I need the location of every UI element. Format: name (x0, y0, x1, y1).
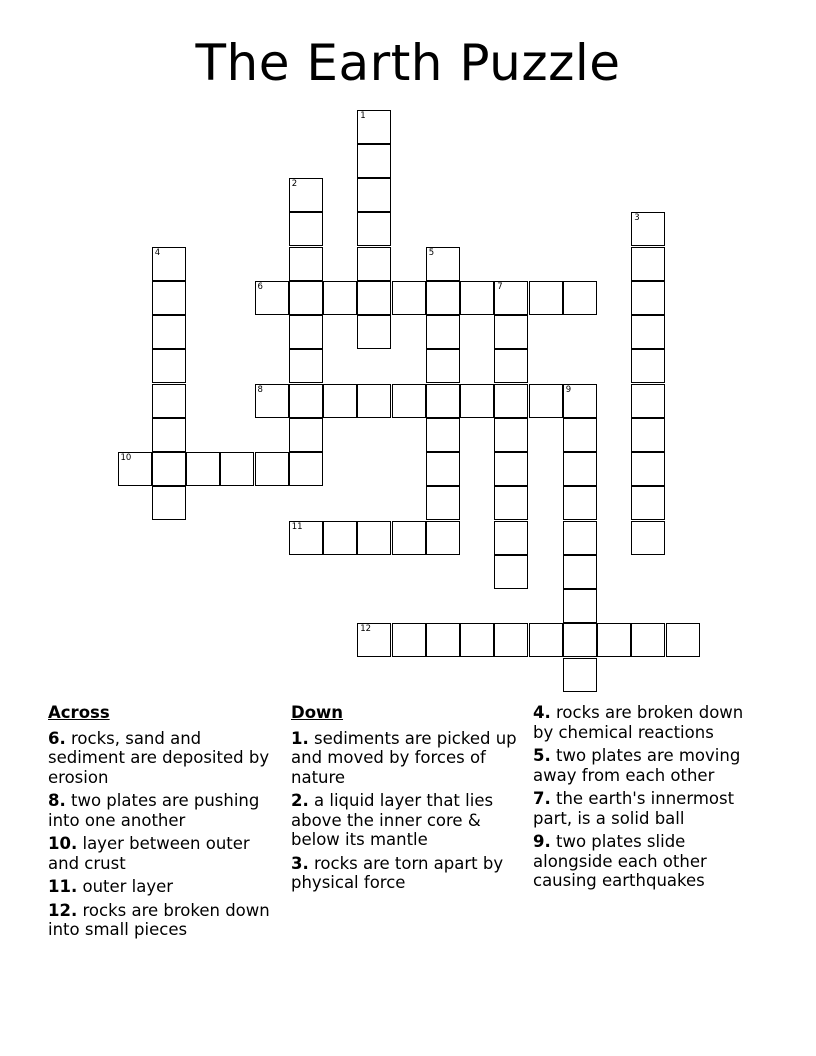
grid-cell[interactable] (357, 247, 391, 281)
grid-cell[interactable] (529, 384, 563, 418)
grid-cell[interactable] (357, 144, 391, 178)
grid-cell[interactable] (631, 521, 665, 555)
clue-down-5: 5. two plates are moving away from each other (533, 746, 741, 785)
grid-cell[interactable] (631, 247, 665, 281)
grid-cell[interactable] (494, 623, 528, 657)
clue-number: 11 (291, 521, 303, 532)
clue-across-8: 8. two plates are pushing into one another (48, 791, 260, 830)
clue-down-9: 9. two plates slide alongside each other causing earthquakes (533, 832, 707, 890)
grid-cell[interactable] (392, 384, 426, 418)
grid-cell[interactable] (494, 281, 528, 315)
grid-cell[interactable] (152, 452, 186, 486)
clue-across-12: 12. rocks are broken down into small pieces (48, 900, 270, 939)
clue-down-1: 1. sediments are picked up and moved by forces of nature (291, 728, 517, 787)
grid-cell[interactable] (426, 247, 460, 281)
grid-cell[interactable] (255, 281, 289, 315)
grid-cell[interactable] (152, 349, 186, 383)
grid-cell[interactable] (631, 349, 665, 383)
clue-number: 3 (634, 213, 640, 224)
grid-cell[interactable] (426, 486, 460, 520)
clue-across-6: 6. rocks, sand and sediment are deposited by erosion (48, 728, 270, 787)
grid-cell[interactable] (563, 452, 597, 486)
grid-cell[interactable] (357, 281, 391, 315)
grid-cell[interactable] (631, 281, 665, 315)
grid-cell[interactable] (426, 281, 460, 315)
grid-cell[interactable] (529, 281, 563, 315)
grid-cell[interactable] (118, 452, 152, 486)
grid-cell[interactable] (392, 281, 426, 315)
grid-cell[interactable] (357, 384, 391, 418)
down-clues-column (291, 703, 523, 897)
clue-number: 6 (257, 281, 263, 292)
clue-down-2: 2. a liquid layer that lies above the inner core & below its mantle (291, 791, 494, 849)
grid-cell[interactable] (289, 418, 323, 452)
grid-cell[interactable] (631, 623, 665, 657)
grid-cell[interactable] (426, 315, 460, 349)
grid-cell[interactable] (255, 384, 289, 418)
grid-cell[interactable] (631, 384, 665, 418)
grid-cell[interactable] (563, 521, 597, 555)
clue-number: 5 (428, 247, 435, 258)
grid-cell[interactable] (631, 315, 665, 349)
grid-cell[interactable] (289, 452, 323, 486)
grid-cell[interactable] (392, 623, 426, 657)
grid-cell[interactable] (152, 315, 186, 349)
grid-cell[interactable] (289, 247, 323, 281)
clue-down-7: 7. the earth's innermost part, is a solid ball (533, 789, 735, 828)
clue-number: 12 (360, 624, 372, 635)
grid-cell[interactable] (563, 281, 597, 315)
grid-cell[interactable] (289, 178, 323, 212)
grid-cell[interactable] (289, 315, 323, 349)
grid-cell[interactable] (426, 418, 460, 452)
clue-number: 1 (360, 110, 366, 121)
clue-number: 9 (565, 384, 572, 395)
grid-cell[interactable] (563, 384, 597, 418)
grid-cell[interactable] (494, 384, 528, 418)
grid-cell[interactable] (323, 281, 357, 315)
grid-cell[interactable] (631, 452, 665, 486)
grid-cell[interactable] (152, 281, 186, 315)
grid-cell[interactable] (255, 452, 289, 486)
grid-cell[interactable] (323, 521, 357, 555)
grid-cell[interactable] (494, 486, 528, 520)
grid-cell[interactable] (460, 623, 494, 657)
grid-cell[interactable] (426, 623, 460, 657)
grid-cell[interactable] (289, 349, 323, 383)
clue-number: 10 (120, 453, 132, 463)
grid-cell[interactable] (563, 418, 597, 452)
grid-cell[interactable] (220, 452, 254, 486)
grid-cell[interactable] (289, 384, 323, 418)
down-heading: Down (291, 703, 344, 722)
grid-cell[interactable] (289, 212, 323, 246)
grid-cell[interactable] (494, 452, 528, 486)
across-clues-column (48, 703, 280, 944)
clue-number: 4 (154, 247, 161, 258)
grid-cell[interactable] (494, 349, 528, 383)
grid-cell[interactable] (289, 281, 323, 315)
grid-cell[interactable] (289, 521, 323, 555)
grid-cell[interactable] (152, 247, 186, 281)
grid-cell[interactable] (357, 212, 391, 246)
grid-cell[interactable] (186, 452, 220, 486)
grid-cell[interactable] (460, 384, 494, 418)
grid-cell[interactable] (494, 418, 528, 452)
grid-cell[interactable] (426, 452, 460, 486)
grid-cell[interactable] (631, 418, 665, 452)
grid-cell[interactable] (460, 281, 494, 315)
grid-cell[interactable] (426, 349, 460, 383)
clue-down-4: 4. rocks are broken down by chemical reactions (533, 703, 744, 742)
grid-cell[interactable] (426, 384, 460, 418)
grid-cell[interactable] (494, 521, 528, 555)
grid-cell[interactable] (631, 486, 665, 520)
grid-cell[interactable] (494, 315, 528, 349)
grid-cell[interactable] (563, 486, 597, 520)
grid-cell[interactable] (597, 623, 631, 657)
across-heading: Across (48, 703, 110, 722)
grid-cell[interactable] (152, 384, 186, 418)
grid-cell[interactable] (392, 521, 426, 555)
grid-cell[interactable] (631, 212, 665, 246)
clue-number: 8 (257, 384, 263, 395)
clue-number: 2 (291, 179, 298, 189)
grid-cell[interactable] (357, 315, 391, 349)
grid-cell[interactable] (563, 623, 597, 657)
clue-across-11: 11. outer layer (48, 877, 174, 896)
grid-cell[interactable] (357, 178, 391, 212)
grid-cell[interactable] (357, 521, 391, 555)
grid-cell[interactable] (529, 623, 563, 657)
clue-down-3: 3. rocks are torn apart by physical force (291, 853, 504, 892)
grid-cell[interactable] (563, 555, 597, 589)
grid-cell[interactable] (494, 555, 528, 589)
grid-cell[interactable] (563, 589, 597, 623)
grid-cell[interactable] (323, 384, 357, 418)
grid-cell[interactable] (666, 623, 700, 657)
grid-cell[interactable] (563, 658, 597, 692)
grid-cell[interactable] (152, 486, 186, 520)
down-clues-column-continued (533, 703, 765, 895)
grid-cell[interactable] (152, 418, 186, 452)
page-title: The Earth Puzzle (195, 34, 621, 92)
grid-cell[interactable] (426, 521, 460, 555)
grid-cell[interactable] (357, 110, 391, 144)
clue-across-10: 10. layer between outer and crust (48, 834, 250, 873)
clue-number: 7 (497, 281, 503, 292)
grid-cell[interactable] (357, 623, 391, 657)
